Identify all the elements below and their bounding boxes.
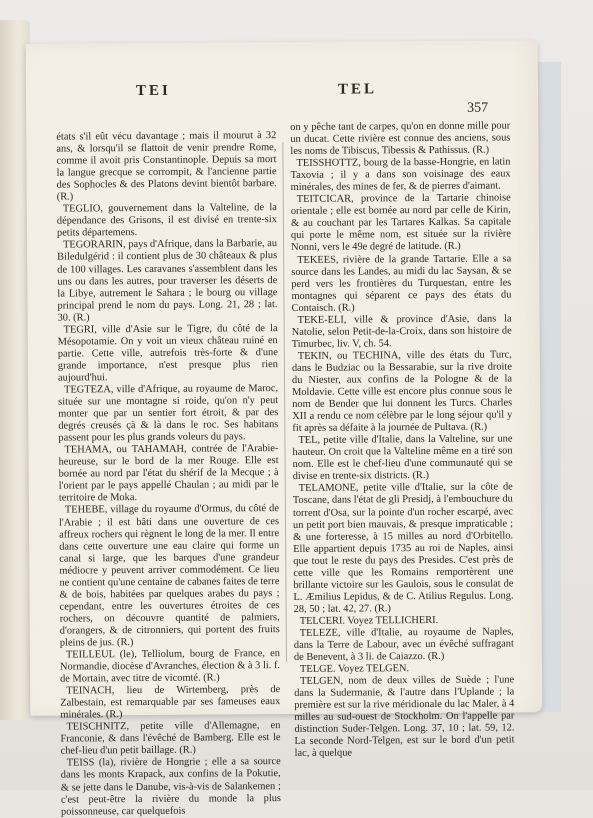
entry-teleze: TELEZE, ville d'Italie, au royaume de Naples, dans la Terre de Labour, avec un évêché suffragant de Benevent, à 3 li. de Caiazzo. (R.) [293, 626, 514, 663]
entry-tegri: TEGRI, ville d'Asie sur le Tigre, du côté de la Mésopotamie. On y voit un vieux château ruiné en partie. Cette ville, autrefois très-forte & d'une grande importance, n'est presque plus rien aujourd'hui. [57, 322, 278, 384]
entry-tehebe: TEHEBE, village du royaume d'Ormus, du côté de l'Arabie ; il est bâti dans une ouverture de ces affreux rochers qui règnent le long de la mer. Il entre dans cette ouverture une eau claire qui forme un canal si large, que les barques d'une grandeur médiocre y peuvent arriver commodément. Ce lieu ne contient qu'une centaine de cabanes faites de terre & de bois, habitées par quelques arabes du pays ; cependant, entre les ouvertures étroites de ces rochers, on découvre quantité de palmiers, d'orangers, & de citronniers, qui portent des fruits pleins de jus. (R.) [58, 503, 280, 649]
running-head-right: TEL [337, 81, 378, 98]
entry-teke-eli: TEKE-ELI, ville & province d'Asie, dans la Natolie, selon Petit-de-la-Croix, dans son histoire de Timurbec, liv. V, ch. 54. [291, 313, 512, 350]
book-page [26, 40, 543, 818]
entry-teischnitz: TEISCHNITZ, petite ville d'Allemagne, en Franconie, & dans l'évêché de Bamberg. Elle est le chef-lieu d'un petit baillage. (R.) [60, 720, 281, 757]
right-column [290, 120, 514, 760]
entry-tehama: TEHAMA, ou TAHAMAH, contrée de l'Arabie-heureuse, sur le bord de la mer Rouge. Elle est bornée au nord par l'état du shérif de la Mecque ; à l'orient par le pays appellé Chaulan ; au midi par le territoire de Moka. [58, 443, 279, 504]
entry-tel: TEL, petite ville d'Italie, dans la Valteline, sur une hauteur. On croit que la Valteline même en a tiré son nom. Elle est le chef-lieu d'une communauté qui se divise en trente-six districts. (R.) [292, 433, 513, 483]
entry-telamone: TELAMONE, petite ville d'Italie, sur la côte de Toscane, dans l'état de gli Presidj, à l'embouchure du torrent d'Osa, sur la pointe d'un rocher escarpé, avec un petit port bien mauvais, & presque impraticable ; & une forteresse, à 15 milles au nord d'Orbitello. Elle appartient depuis 1735 au roi de Naples, ainsi que tout le reste du pays des Presides. C'est près de cette ville que les Romains remportèrent une brillante victoire sur les Gaulois, sous le consulat de L. Æmilius Lepidus, & de C. Atilius Regulus. Long. 28, 50 ; lat. 42, 27. (R.) [292, 481, 514, 615]
entry-teisshottz: TEISSHOTTZ, bourg de la basse-Hongrie, en latin Taxovia ; il y a dans son voisinage des eaux minérales, des mines de fer, & de pierres d'aimant. [290, 156, 511, 194]
running-head-left: TEI [135, 82, 171, 100]
entry-telceri: TELCERI. Voyez TELLICHERI. [299, 614, 439, 627]
entry-telgen: TELGEN, nom de deux villes de Suède ; l'une dans la Sudermanie, & l'autre dans l'Uplande ; la première est sur la rive méridionale du lac Maler, à 4 milles au sud-ouest de Stockholm. On l'appelle par distinction Suder-Telgen. Long. 37, 10 ; lat. 59, 12. La seconde Nord-Telgen, est sur le bord d'un petit lac, à quelque [294, 674, 515, 760]
entry-telge: TELGE. Voyez TELGEN. [299, 663, 410, 676]
entry-teglio: TEGLIO, gouvernement dans la Valteline, de la dépendance des Grisons, il est divisé en trente-six petits départemens. [56, 202, 277, 239]
entry-tekin: TEKIN, ou TECHINA, ville des états du Turc, dans le Budziac ou la Bessarabie, sur la rive droite du Niester, aux confins de la Pologne & de la Moldavie. Cette ville est encore plus connue sous le nom de Bender que lui donnent les Turcs. Charles XII a rendu ce nom célèbre par le long séjour qu'il y fit après sa défaite à la journée de Pultava. (R.) [291, 349, 513, 435]
entry-teitcicar: TEITCICAR, province de la Tartarie chinoise orientale ; elle est bornée au nord par celle de Kirin, & au couchant par les Tartares Kalkas. Sa capitale qui porte le même nom, est située sur la rivière Nonni, vers le 49e degré de latitude. (R.) [290, 192, 512, 254]
entry-teilleul: TEILLEUL (le), Telliolum, bourg de France, en Normandie, diocèse d'Avranches, élection & à 3 li. f. de Mortain, avec titre de vicomté. (R.) [59, 648, 281, 685]
paragraph: on y pêche tant de carpes, qu'on en donne mille pour un ducat. Cette rivière est connue des anciens, sous les noms de Tibiscus, Tibessis & Pathissus. (R.) [290, 120, 511, 158]
paragraph: états s'il eût vécu davantage ; mais il mourut à 32 ans, & lorsqu'il se flattoit de venir prendre Rome, comme il avoit pris Constantinople. Depuis sa mort la langue grecque se corrompit, & l'ancienne partie des Sophocles & des Platons devint bientôt barbare. (R.) [56, 130, 277, 203]
page-number: 357 [467, 100, 489, 116]
entry-tegteza: TEGTEZA, ville d'Afrique, au royaume de Maroc, située sur une montagne si roide, qu'on n'y peut monter que par un sentier fort étroit, & par des degrés creusés çà & là dans le roc. Ses habitans passent pour les plus grands voleurs du pays. [58, 383, 279, 444]
column-divider [282, 142, 287, 662]
entry-teinach: TEINACH, lieu de Wirtemberg, près de Zalbestain, est remarquable par ses fameuses eaux minérales. (R.) [60, 684, 281, 721]
left-column [56, 130, 281, 818]
entry-teiss: TEISS (la), rivière de Hongrie ; elle a sa source dans les monts Krapack, aux confins de la Pokutie, & se jette dans le Danube, vis-à-vis de Salankemen ; c'est peut-être la rivière du monde la plus poissonneuse, car quelquefois [60, 756, 281, 818]
entry-tegorarin: TEGORARIN, pays d'Afrique, dans la Barbarie, au Biledulgérid : il contient plus de 30 châteaux & plus de 100 villages. Les caravanes s'assemblent dans les uns ou dans les autres, pour traverser les déserts de la Libye, autrement le Sahara ; le bourg ou village principal prend le nom du pays. Long. 21, 28 ; lat. 30. (R.) [57, 238, 278, 324]
entry-tekees: TEKEES, rivière de la grande Tartarie. Elle a sa source dans les Landes, au midi du lac Saysan, & se perd vers les frontières du Turquestan, entre les montagnes qui séparent ce pays des états du Contaisch. (R.) [291, 252, 512, 314]
